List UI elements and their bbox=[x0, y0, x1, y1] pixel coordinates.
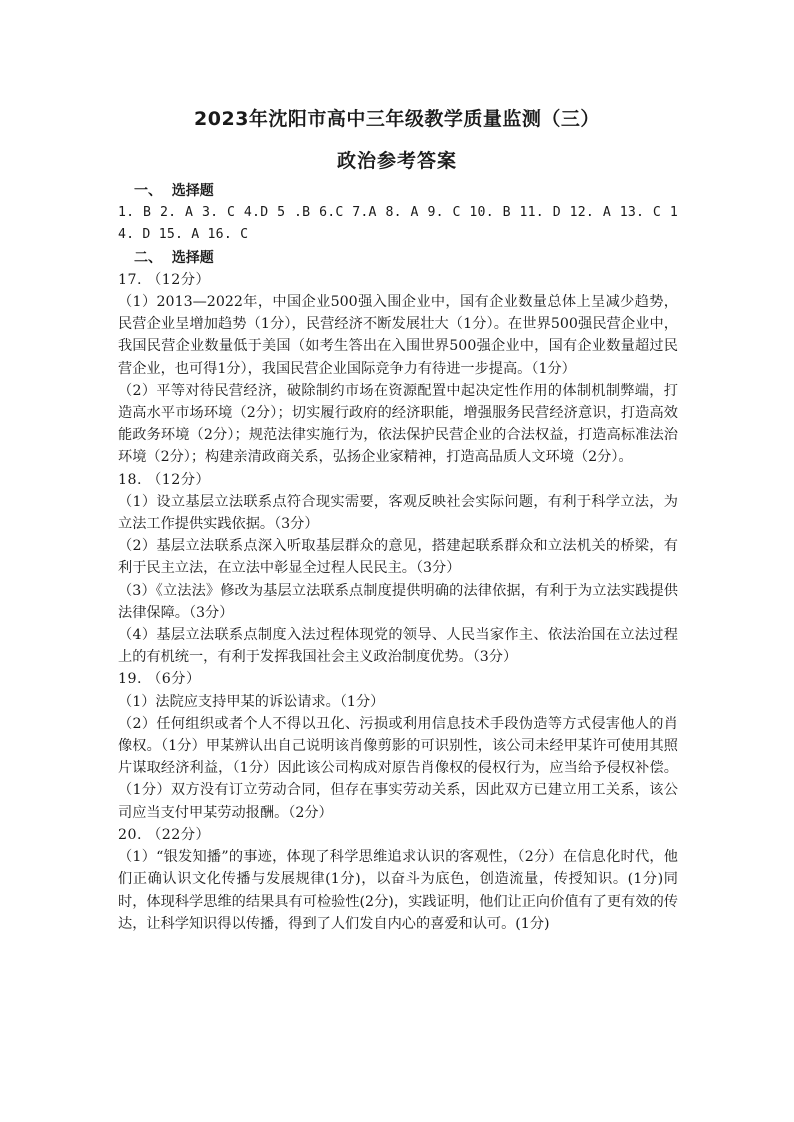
question-17-heading: 17. （12分） bbox=[118, 271, 211, 288]
question-19-heading: 19. （6分） bbox=[118, 671, 201, 688]
document-title: 2023年沈阳市高中三年级教学质量监测（三） bbox=[194, 108, 600, 130]
question-17-part-1: （1）2013—2022年，中国企业500强入围企业中，国有企业数量总体上呈减少趋势，民营企业呈增加趋势（1分），民营经济不断发展壮大（1分）。在世界500强民营企业中，我国民营企业数量低于美国（如考生答出在入围世界500强企业中，国有企业数量超过民营企业，也可得1分），我国民营企业国际竞争力有待进一步提高。（1分） bbox=[118, 294, 678, 377]
question-18-part-2: （2）基层立法联系点深入听取基层群众的意见，搭建起联系群众和立法机关的桥梁，有利于民主立法，在立法中彰显全过程人民民主。（3分） bbox=[118, 538, 678, 577]
question-17-part-2: （2）平等对待民营经济，破除制约市场在资源配置中起决定性作用的体制机制弊端，打造高水平市场环境（2分）；切实履行政府的经济职能，增强服务民营经济意识，打造高效能政务环境（2分）；规范法律实施行为，依法保护民营企业的合法权益，打造高标准法治环境（2分）；构建亲清政商关系，弘扬企业家精神，打造高品质人文环境（2分）。 bbox=[118, 382, 678, 466]
section-heading-subjective: 二、 选择题 bbox=[134, 249, 214, 266]
question-20-part-1: （1）“银发知播”的事迹，体现了科学思维追求认识的客观性，（2分）在信息化时代，他们正确认识文化传播与发展规律(1分)，以奋斗为底色，创造流量，传授知识。(1分)同时，体现科学思维的结果具有可检验性(2分)，实践证明，他们让正向价值有了更有效的传达，让科学知识得以传播，得到了人们发自内心的喜爱和认可。(1分) bbox=[118, 849, 678, 932]
question-18-part-3: （3）《立法法》修改为基层立法联系点制度提供明确的法律依据，有利于为立法实践提供法律保障。（3分） bbox=[118, 582, 678, 621]
question-18-heading: 18. （12分） bbox=[118, 471, 211, 488]
multiple-choice-answers: 1. B 2. A 3. C 4.D 5 .B 6.C 7.A 8. A 9. C 10. B 11. D 12. A 13. C 14. D 15. A 16. C bbox=[118, 205, 678, 243]
question-19-part-2: （2）任何组织或者个人不得以丑化、污损或利用信息技术手段伪造等方式侵害他人的肖像权。（1分）甲某辨认出自己说明该肖像剪影的可识别性，该公司未经甲某许可使用其照片谋取经济利益，（1分）因此该公司构成对原告肖像权的侵权行为，应当给予侵权补偿。（1分）双方没有订立劳动合同，但存在事实劳动关系，因此双方已建立用工关系，该公司应当支付甲某劳动报酬。（2分） bbox=[118, 715, 678, 821]
document-subtitle: 政治参考答案 bbox=[336, 150, 457, 172]
question-19-part-1: （1）法院应支持甲某的诉讼请求。（1分） bbox=[118, 693, 385, 710]
answer-content bbox=[118, 180, 678, 935]
question-20-heading: 20. （22分） bbox=[118, 826, 211, 843]
question-18-part-1: （1）设立基层立法联系点符合现实需要，客观反映社会实际问题，有利于科学立法，为立法工作提供实践依据。（3分） bbox=[118, 493, 678, 533]
section-heading-multiple-choice: 一、 选择题 bbox=[134, 183, 214, 199]
question-18-part-4: （4）基层立法联系点制度入法过程体现党的领导、人民当家作主、依法治国在立法过程上的有机统一，有利于发挥我国社会主义政治制度优势。（3分） bbox=[118, 627, 678, 666]
